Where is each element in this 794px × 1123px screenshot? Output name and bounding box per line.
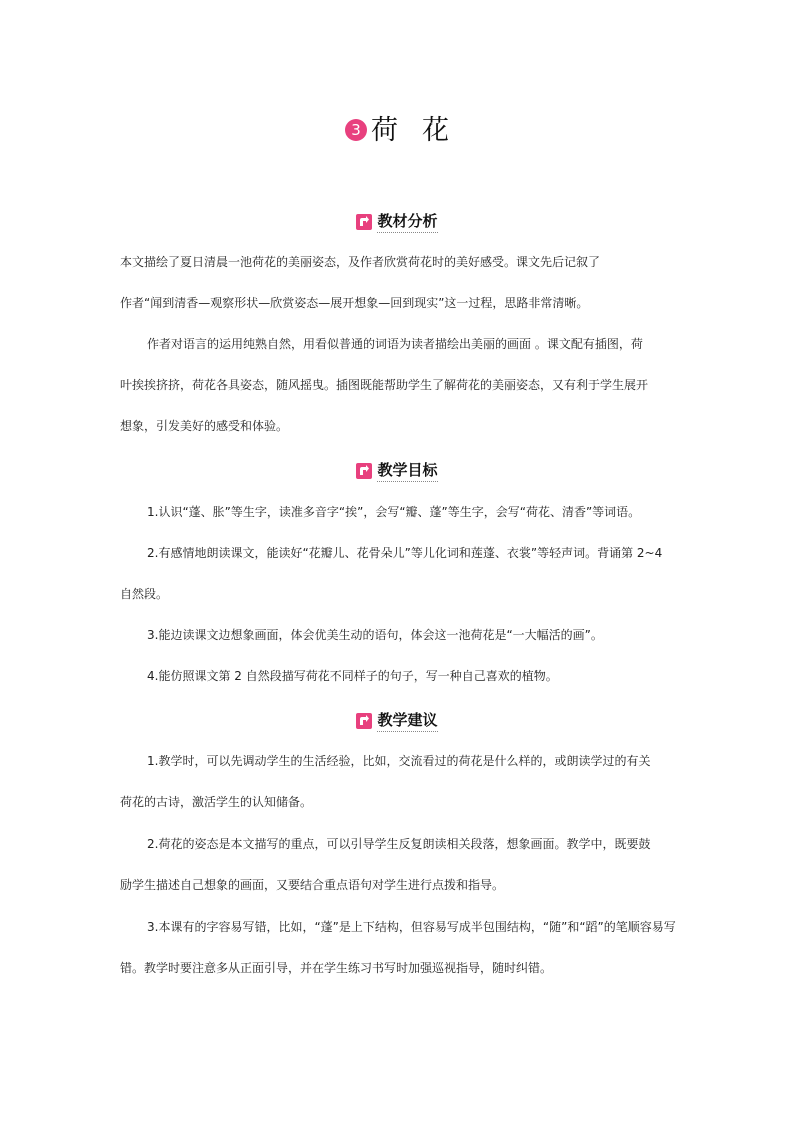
goal-line: 4.能仿照课文第 2 自然段描写荷花不同样子的句子，写一种自己喜欢的植物。	[147, 669, 558, 683]
goal-line: 2.有感情地朗读课文，能读好“花瓣儿、花骨朵儿”等儿化词和莲蓬、衣裳”等轻声词。背诵第 2~4	[147, 546, 663, 560]
lesson-title	[0, 108, 794, 147]
analysis-line: 想象，引发美好的感受和体验。	[120, 419, 289, 433]
suggestion-line: 错。教学时要注意多从正面引导，并在学生练习书写时加强巡视指导，随时纠错。	[120, 961, 553, 975]
section-marker-icon	[356, 214, 372, 230]
suggestion-line: 2.荷花的姿态是本文描写的重点，可以引导学生反复朗读相关段落，想象画面。教学中，既要鼓	[147, 837, 651, 851]
lesson-title-char-1: 荷	[371, 115, 398, 146]
suggestion-line: 1.教学时，可以先调动学生的生活经验，比如，交流看过的荷花是什么样的，或朗读学过的有关	[147, 754, 651, 768]
goal-line: 自然段。	[120, 587, 169, 601]
analysis-line: 本文描绘了夏日清晨一池荷花的美丽姿态，及作者欣赏荷花时的美好感受。课文先后记叙了	[120, 255, 601, 269]
section-heading-suggestions	[0, 709, 794, 731]
section-title: 教材分析	[377, 210, 437, 233]
goal-line: 1.认识“蓬、胀”等生字，读准多音字“挨”，会写“瓣、蓬”等生字，会写“荷花、清香”等词语。	[147, 505, 641, 519]
section-title: 教学建议	[377, 709, 437, 732]
lesson-title-char-2: 花	[422, 115, 449, 146]
suggestion-line: 励学生描述自己想象的画面，又要结合重点语句对学生进行点拨和指导。	[120, 878, 505, 892]
section-marker-icon	[356, 713, 372, 729]
analysis-line: 叶挨挨挤挤，荷花各具姿态，随风摇曳。插图既能帮助学生了解荷花的美丽姿态，又有利于学生展开	[120, 378, 649, 392]
section-title: 教学目标	[377, 459, 437, 482]
suggestion-line: 3.本课有的字容易写错，比如，“蓬”是上下结构，但容易写成半包围结构，“随”和“蹈”的笔顺容易写	[147, 920, 676, 934]
section-heading-analysis	[0, 210, 794, 232]
section-marker-icon	[356, 463, 372, 479]
analysis-line: 作者“闻到清香—观察形状—欣赏姿态—展开想象—回到现实”这一过程，思路非常清晰。	[120, 296, 589, 310]
suggestion-line: 荷花的古诗，激活学生的认知储备。	[120, 795, 313, 809]
section-heading-goals	[0, 459, 794, 481]
analysis-line: 作者对语言的运用纯熟自然，用看似普通的词语为读者描绘出美丽的画面 。课文配有插图，荷	[147, 337, 643, 351]
goal-line: 3.能边读课文边想象画面，体会优美生动的语句，体会这一池荷花是“一大幅活的画”。	[147, 628, 603, 642]
lesson-number-badge: 3	[345, 119, 367, 141]
